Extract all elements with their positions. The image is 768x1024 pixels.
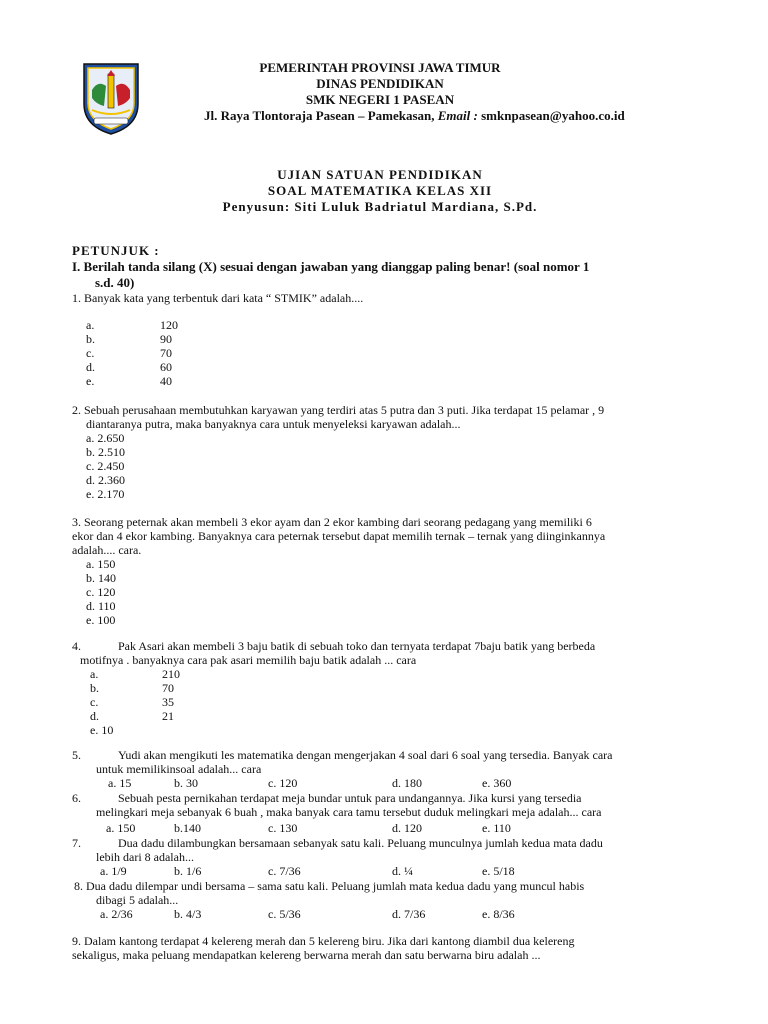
q3-option[interactable]: a. 150 xyxy=(86,557,116,571)
instructions-text-cont: s.d. 40) xyxy=(95,275,135,290)
q1-option-value: 70 xyxy=(160,346,172,360)
header-email-label: Email : xyxy=(437,108,482,123)
q8-option[interactable]: d. 7/36 xyxy=(392,907,426,921)
q6-option[interactable]: a. 150 xyxy=(106,821,136,835)
question-4-text-cont: motifnya . banyaknya cara pak asari memilih baju batik adalah ... cara xyxy=(80,653,417,667)
q1-option-letter[interactable]: e. xyxy=(86,374,95,388)
q1-option-letter[interactable]: b. xyxy=(86,332,95,346)
q7-option[interactable]: e. 5/18 xyxy=(482,864,515,878)
q4-option-letter[interactable]: a. xyxy=(90,667,99,681)
q8-option[interactable]: b. 4/3 xyxy=(174,907,202,921)
q7-option[interactable]: c. 7/36 xyxy=(268,864,301,878)
q3-option[interactable]: c. 120 xyxy=(86,585,116,599)
question-7-text: Dua dadu dilambungkan bersamaan sebanyak satu kali. Peluang munculnya jumlah kedua mata dadu xyxy=(118,836,603,850)
question-3-text-cont: ekor dan 4 ekor kambing. Banyaknya cara peternak tersebut dapat memilih ternak – ternak yang diinginkannya xyxy=(72,529,606,543)
q4-option-letter[interactable]: b. xyxy=(90,681,99,695)
q4-option-value: 70 xyxy=(162,681,174,695)
q1-option-value: 120 xyxy=(160,318,178,332)
question-6-text: Sebuah pesta pernikahan terdapat meja bundar untuk para undangannya. Jika kursi yang tersedia xyxy=(118,791,582,805)
q5-option[interactable]: c. 120 xyxy=(268,776,298,790)
question-6-text-cont: melingkari meja sebanyak 6 buah , maka banyak cara tamu tersebut duduk melingkari meja adalah... cara xyxy=(96,805,602,819)
q2-option[interactable]: e. 2.170 xyxy=(86,487,125,501)
question-3-text: 3. Seorang peternak akan membeli 3 ekor ayam dan 2 ekor kambing dari seorang pedagang yang memiliki 6 xyxy=(72,515,592,529)
exam-author: Penyusun: Siti Luluk Badriatul Mardiana, S.Pd. xyxy=(222,199,538,214)
q8-option[interactable]: a. 2/36 xyxy=(100,907,133,921)
q1-option-value: 60 xyxy=(160,360,172,374)
q5-option[interactable]: a. 15 xyxy=(108,776,132,790)
question-2-text: 2. Sebuah perusahaan membutuhkan karyawan yang terdiri atas 5 putra dan 3 puti. Jika terdapat 15 pelamar , 9 xyxy=(72,403,605,417)
q2-option[interactable]: b. 2.510 xyxy=(86,445,125,459)
question-5-text-cont: untuk memilikinsoal adalah... cara xyxy=(96,762,262,776)
q4-option-letter[interactable]: d. xyxy=(90,709,99,723)
question-4-number: 4. xyxy=(72,639,81,653)
q3-option[interactable]: e. 100 xyxy=(86,613,116,627)
q4-option-value: 35 xyxy=(162,695,174,709)
header-government: PEMERINTAH PROVINSI JAWA TIMUR xyxy=(259,60,501,75)
q3-option[interactable]: d. 110 xyxy=(86,599,116,613)
question-3-text-end: adalah.... cara. xyxy=(72,543,142,557)
question-7-number: 7. xyxy=(72,836,81,850)
q1-option-letter[interactable]: a. xyxy=(86,318,95,332)
q1-option-value: 90 xyxy=(160,332,172,346)
q4-option[interactable]: e. 10 xyxy=(90,723,114,737)
q7-option[interactable]: a. 1/9 xyxy=(100,864,127,878)
question-1-text: 1. Banyak kata yang terbentuk dari kata “ STMIK” adalah.... xyxy=(72,291,364,305)
question-7-text-cont: lebih dari 8 adalah... xyxy=(96,850,194,864)
q5-option[interactable]: b. 30 xyxy=(174,776,198,790)
q6-option[interactable]: e. 110 xyxy=(482,821,511,835)
q1-option-value: 40 xyxy=(160,374,172,388)
header-email: smknpasean@yahoo.co.id xyxy=(481,108,625,123)
q6-option[interactable]: b.140 xyxy=(174,821,201,835)
question-8-text-cont: dibagi 5 adalah... xyxy=(96,893,179,907)
q2-option[interactable]: d. 2.360 xyxy=(86,473,125,487)
exam-subject: SOAL MATEMATIKA KELAS XII xyxy=(267,183,493,198)
q7-option[interactable]: b. 1/6 xyxy=(174,864,202,878)
header-school-name: SMK NEGERI 1 PASEAN xyxy=(305,92,455,107)
question-9-text: 9. Dalam kantong terdapat 4 kelereng merah dan 5 kelereng biru. Jika dari kantong diambil dua kelereng xyxy=(72,934,575,948)
q6-option[interactable]: d. 120 xyxy=(392,821,422,835)
exam-title: UJIAN SATUAN PENDIDIKAN xyxy=(277,167,483,182)
q1-option-letter[interactable]: d. xyxy=(86,360,95,374)
q2-option[interactable]: a. 2.650 xyxy=(86,431,125,445)
q1-option-letter[interactable]: c. xyxy=(86,346,95,360)
question-9-text-cont: sekaligus, maka peluang mendapatkan kelereng berwarna merah dan satu berwarna biru adalah ... xyxy=(72,948,541,962)
q4-option-letter[interactable]: c. xyxy=(90,695,99,709)
question-5-text: Yudi akan mengikuti les matematika dengan mengerjakan 4 soal dari 6 soal yang tersedia. Banyak cara xyxy=(118,748,613,762)
jawa-timur-emblem-logo xyxy=(80,60,142,136)
q7-option[interactable]: d. ¼ xyxy=(392,864,413,878)
question-8-text: 8. Dua dadu dilempar undi bersama – sama satu kali. Peluang jumlah mata kedua dadu yang muncul habis xyxy=(74,879,585,893)
header-address-line xyxy=(204,108,625,124)
q3-option[interactable]: b. 140 xyxy=(86,571,116,585)
q6-option[interactable]: c. 130 xyxy=(268,821,298,835)
q2-option[interactable]: c. 2.450 xyxy=(86,459,125,473)
q5-option[interactable]: d. 180 xyxy=(392,776,422,790)
question-5-number: 5. xyxy=(72,748,81,762)
q4-option-value: 210 xyxy=(162,667,180,681)
question-4-text: Pak Asari akan membeli 3 baju batik di sebuah toko dan ternyata terdapat 7baju batik yang berbeda xyxy=(118,639,596,653)
instructions-heading: PETUNJUK : xyxy=(72,243,160,258)
q4-option-value: 21 xyxy=(162,709,174,723)
header-address: Jl. Raya Tlontoraja Pasean – Pamekasan, xyxy=(204,108,438,123)
instructions-text: I. Berilah tanda silang (X) sesuai dengan jawaban yang dianggap paling benar! (soal nomor 1 xyxy=(72,259,590,274)
q8-option[interactable]: e. 8/36 xyxy=(482,907,515,921)
header-department: DINAS PENDIDIKAN xyxy=(316,76,444,91)
q5-option[interactable]: e. 360 xyxy=(482,776,512,790)
question-6-number: 6. xyxy=(72,791,81,805)
q8-option[interactable]: c. 5/36 xyxy=(268,907,301,921)
question-2-text-cont: diantaranya putra, maka banyaknya cara untuk menyeleksi karyawan adalah... xyxy=(86,417,461,431)
